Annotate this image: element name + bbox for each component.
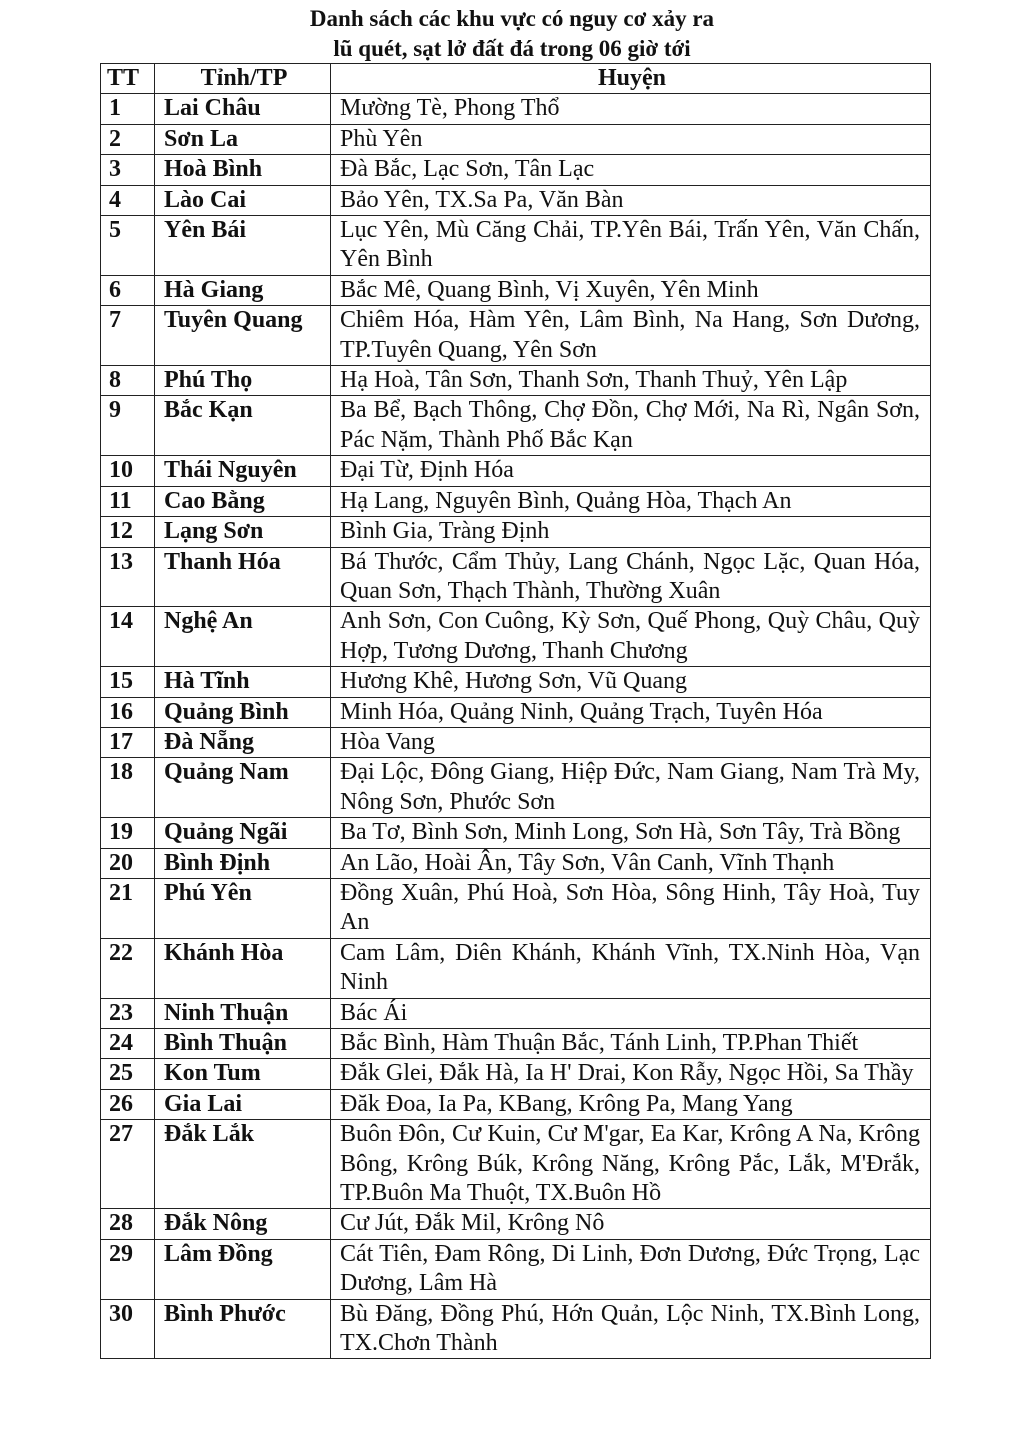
row-districts: Cam Lâm, Diên Khánh, Khánh Vĩnh, TX.Ninh Hòa, Vạn Ninh xyxy=(331,938,931,998)
row-number: 9 xyxy=(101,396,155,456)
table-header-row xyxy=(101,64,931,94)
row-districts: Anh Sơn, Con Cuông, Kỳ Sơn, Quế Phong, Quỳ Châu, Quỳ Hợp, Tương Dương, Thanh Chương xyxy=(331,607,931,667)
header-district: Huyện xyxy=(331,64,931,94)
row-districts: Mường Tè, Phong Thổ xyxy=(331,94,931,124)
row-number: 2 xyxy=(101,124,155,154)
row-number: 21 xyxy=(101,878,155,938)
table-row xyxy=(101,396,931,456)
row-number: 25 xyxy=(101,1059,155,1089)
row-districts: Đại Từ, Định Hóa xyxy=(331,456,931,486)
row-districts: Ba Tơ, Bình Sơn, Minh Long, Sơn Hà, Sơn Tây, Trà Bồng xyxy=(331,818,931,848)
table-row xyxy=(101,155,931,185)
row-province: Hà Giang xyxy=(155,275,331,305)
row-districts: Đăk Đoa, Ia Pa, KBang, Krông Pa, Mang Yang xyxy=(331,1089,931,1119)
row-districts: Ba Bể, Bạch Thông, Chợ Đồn, Chợ Mới, Na Rì, Ngân Sơn, Pác Nặm, Thành Phố Bắc Kạn xyxy=(331,396,931,456)
row-province: Tuyên Quang xyxy=(155,306,331,366)
row-province: Thanh Hóa xyxy=(155,547,331,607)
row-province: Phú Yên xyxy=(155,878,331,938)
table-row xyxy=(101,517,931,547)
table-row xyxy=(101,1089,931,1119)
row-province: Ninh Thuận xyxy=(155,998,331,1028)
row-province: Gia Lai xyxy=(155,1089,331,1119)
row-province: Đà Nẵng xyxy=(155,727,331,757)
row-number: 10 xyxy=(101,456,155,486)
row-province: Bình Phước xyxy=(155,1299,331,1359)
row-districts: Bắc Bình, Hàm Thuận Bắc, Tánh Linh, TP.Phan Thiết xyxy=(331,1029,931,1059)
table-row xyxy=(101,1299,931,1359)
row-districts: Bảo Yên, TX.Sa Pa, Văn Bàn xyxy=(331,185,931,215)
row-districts: Đồng Xuân, Phú Hoà, Sơn Hòa, Sông Hinh, Tây Hoà, Tuy An xyxy=(331,878,931,938)
row-province: Kon Tum xyxy=(155,1059,331,1089)
row-province: Bình Định xyxy=(155,848,331,878)
title-line-1: Danh sách các khu vực có nguy cơ xảy ra xyxy=(309,6,715,31)
row-number: 6 xyxy=(101,275,155,305)
row-districts: Buôn Đôn, Cư Kuin, Cư M'gar, Ea Kar, Krông A Na, Krông Bông, Krông Búk, Krông Năng, Krông Pắc, Lắk, M'Đrắk, TP.Buôn Ma Thuột, TX.Buôn Hồ xyxy=(331,1120,931,1209)
row-number: 5 xyxy=(101,216,155,276)
row-number: 27 xyxy=(101,1120,155,1209)
row-districts: Đại Lộc, Đông Giang, Hiệp Đức, Nam Giang, Nam Trà My, Nông Sơn, Phước Sơn xyxy=(331,758,931,818)
row-province: Quảng Ngãi xyxy=(155,818,331,848)
table-row xyxy=(101,1239,931,1299)
row-districts: Cát Tiên, Đam Rông, Di Linh, Đơn Dương, Đức Trọng, Lạc Dương, Lâm Hà xyxy=(331,1239,931,1299)
row-province: Sơn La xyxy=(155,124,331,154)
row-number: 30 xyxy=(101,1299,155,1359)
row-districts: Bắc Mê, Quang Bình, Vị Xuyên, Yên Minh xyxy=(331,275,931,305)
row-number: 28 xyxy=(101,1209,155,1239)
table-row xyxy=(101,306,931,366)
row-province: Yên Bái xyxy=(155,216,331,276)
table-row xyxy=(101,818,931,848)
row-number: 4 xyxy=(101,185,155,215)
table-row xyxy=(101,667,931,697)
row-districts: Hạ Lang, Nguyên Bình, Quảng Hòa, Thạch An xyxy=(331,486,931,516)
table-row xyxy=(101,94,931,124)
row-number: 24 xyxy=(101,1029,155,1059)
row-number: 1 xyxy=(101,94,155,124)
row-districts: Cư Jút, Đắk Mil, Krông Nô xyxy=(331,1209,931,1239)
row-districts: Minh Hóa, Quảng Ninh, Quảng Trạch, Tuyên Hóa xyxy=(331,697,931,727)
table-row xyxy=(101,216,931,276)
row-number: 13 xyxy=(101,547,155,607)
row-number: 22 xyxy=(101,938,155,998)
risk-area-table xyxy=(100,63,931,1359)
row-districts: Bù Đăng, Đồng Phú, Hớn Quản, Lộc Ninh, TX.Bình Long, TX.Chơn Thành xyxy=(331,1299,931,1359)
row-number: 19 xyxy=(101,818,155,848)
row-province: Quảng Nam xyxy=(155,758,331,818)
row-province: Bình Thuận xyxy=(155,1029,331,1059)
row-province: Bắc Kạn xyxy=(155,396,331,456)
row-number: 14 xyxy=(101,607,155,667)
row-province: Lâm Đồng xyxy=(155,1239,331,1299)
row-districts: Bác Ái xyxy=(331,998,931,1028)
table-row xyxy=(101,486,931,516)
row-districts: Phù Yên xyxy=(331,124,931,154)
row-number: 18 xyxy=(101,758,155,818)
header-province: Tỉnh/TP xyxy=(155,64,331,94)
row-number: 8 xyxy=(101,366,155,396)
row-number: 16 xyxy=(101,697,155,727)
row-province: Khánh Hòa xyxy=(155,938,331,998)
title-line-2: lũ quét, sạt lở đất đá trong 06 giờ tới xyxy=(333,36,691,61)
table-row xyxy=(101,1029,931,1059)
row-province: Nghệ An xyxy=(155,607,331,667)
row-number: 20 xyxy=(101,848,155,878)
row-province: Quảng Bình xyxy=(155,697,331,727)
row-number: 12 xyxy=(101,517,155,547)
table-row xyxy=(101,848,931,878)
row-districts: Lục Yên, Mù Căng Chải, TP.Yên Bái, Trấn Yên, Văn Chấn, Yên Bình xyxy=(331,216,931,276)
table-row xyxy=(101,697,931,727)
row-number: 23 xyxy=(101,998,155,1028)
row-province: Đắk Nông xyxy=(155,1209,331,1239)
table-row xyxy=(101,124,931,154)
table-row xyxy=(101,185,931,215)
row-districts: Hòa Vang xyxy=(331,727,931,757)
row-province: Đắk Lắk xyxy=(155,1120,331,1209)
row-districts: Chiêm Hóa, Hàm Yên, Lâm Bình, Na Hang, Sơn Dương, TP.Tuyên Quang, Yên Sơn xyxy=(331,306,931,366)
table-row xyxy=(101,607,931,667)
header-tt: TT xyxy=(101,64,155,94)
table-body xyxy=(101,94,931,1359)
row-districts: Hương Khê, Hương Sơn, Vũ Quang xyxy=(331,667,931,697)
row-number: 26 xyxy=(101,1089,155,1119)
table-row xyxy=(101,1209,931,1239)
table-row xyxy=(101,878,931,938)
row-number: 17 xyxy=(101,727,155,757)
row-districts: Hạ Hoà, Tân Sơn, Thanh Sơn, Thanh Thuỷ, Yên Lập xyxy=(331,366,931,396)
table-row xyxy=(101,1120,931,1209)
row-number: 11 xyxy=(101,486,155,516)
row-districts: Đà Bắc, Lạc Sơn, Tân Lạc xyxy=(331,155,931,185)
row-province: Lạng Sơn xyxy=(155,517,331,547)
row-districts: An Lão, Hoài Ân, Tây Sơn, Vân Canh, Vĩnh Thạnh xyxy=(331,848,931,878)
table-row xyxy=(101,727,931,757)
row-province: Hà Tĩnh xyxy=(155,667,331,697)
row-number: 7 xyxy=(101,306,155,366)
table-row xyxy=(101,998,931,1028)
row-districts: Đắk Glei, Đắk Hà, Ia H' Drai, Kon Rẫy, Ngọc Hồi, Sa Thầy xyxy=(331,1059,931,1089)
row-districts: Bình Gia, Tràng Định xyxy=(331,517,931,547)
document-title xyxy=(0,4,1024,64)
table-row xyxy=(101,366,931,396)
table-row xyxy=(101,275,931,305)
row-province: Thái Nguyên xyxy=(155,456,331,486)
row-districts: Bá Thước, Cẩm Thủy, Lang Chánh, Ngọc Lặc, Quan Hóa, Quan Sơn, Thạch Thành, Thường Xuân xyxy=(331,547,931,607)
row-province: Lào Cai xyxy=(155,185,331,215)
row-province: Hoà Bình xyxy=(155,155,331,185)
row-province: Lai Châu xyxy=(155,94,331,124)
row-number: 29 xyxy=(101,1239,155,1299)
table-row xyxy=(101,547,931,607)
row-province: Phú Thọ xyxy=(155,366,331,396)
row-province: Cao Bằng xyxy=(155,486,331,516)
table-row xyxy=(101,938,931,998)
table-row xyxy=(101,456,931,486)
row-number: 3 xyxy=(101,155,155,185)
row-number: 15 xyxy=(101,667,155,697)
table-row xyxy=(101,1059,931,1089)
table-row xyxy=(101,758,931,818)
